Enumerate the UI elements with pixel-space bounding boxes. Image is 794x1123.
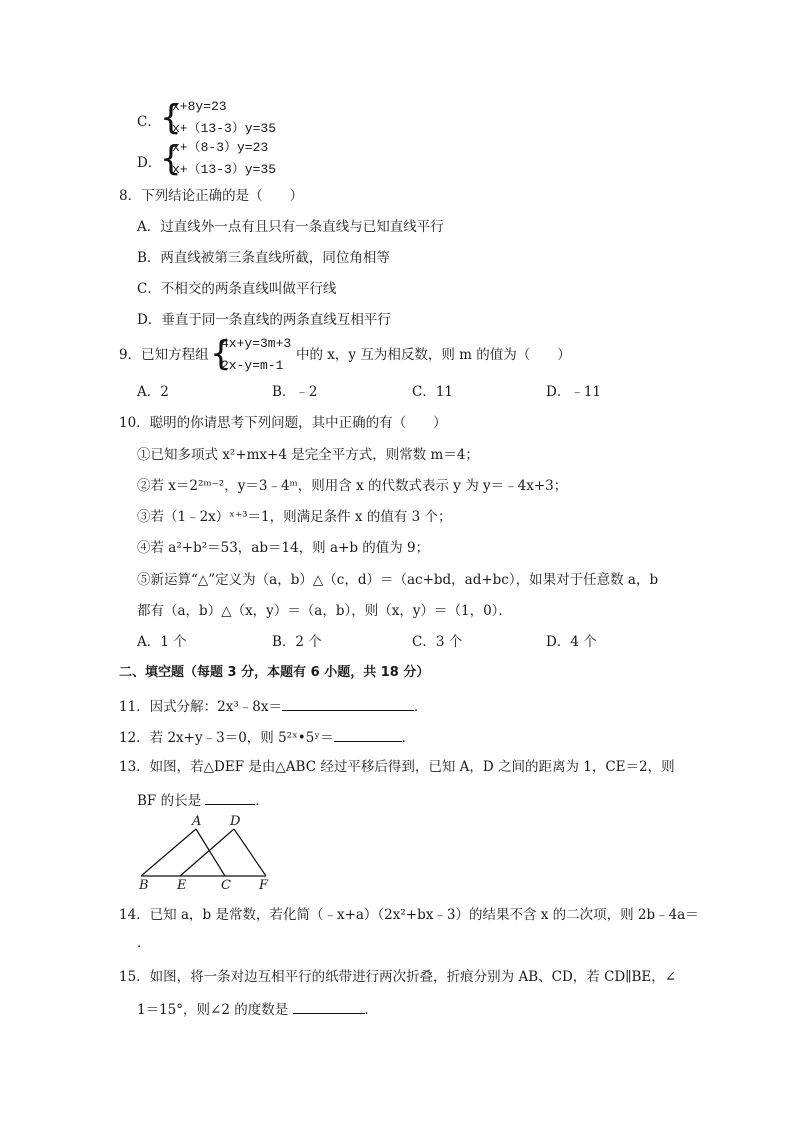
q15-line-2 [137,999,378,1019]
q7-option-d-eq2: x+（13-3）y=35 [172,162,277,177]
q9-stem-prefix: 9．已知方程组 [119,347,209,363]
q8-option-b: B．两直线被第三条直线所截，同位角相等 [137,250,390,266]
q13-label-c: C [221,878,231,893]
q13-label-f: F [259,878,269,893]
q15-answer-blank[interactable] [293,999,365,1014]
q13-segment-df [234,829,266,876]
q13-translation-figure [130,814,280,894]
q10-option-c: C．3 个 [412,634,463,650]
q10-statement-5a: ⑤新运算“△”定义为（a，b）△（c，d）＝（ac+bd，ad+bc），如果对于任意数 a，b [137,572,659,588]
q7-option-d-brace: { [160,139,182,179]
q14-line-1: 14．已知 a，b 是常数，若化简（﹣x+a）（2x²+bx﹣3）的结果不含 x 的二次项，则 2b﹣4a＝ [119,907,699,923]
q13-answer-blank[interactable] [205,790,255,805]
q9-option-a: A．2 [137,384,169,400]
q7-option-d-eq1: x+（8-3）y=23 [172,140,269,155]
q9-stem-suffix: 中的 x，y 互为相反数，则 m 的值为（ ） [296,347,571,363]
q10-stem: 10．聪明的你请思考下列问题，其中正确的有（ ） [119,415,447,431]
q10-statement-2: ②若 x＝2²ᵐ⁻²，y＝3﹣4ᵐ，则用含 x 的代数式表示 y 为 y＝﹣4x+3； [137,478,568,494]
q11-line [119,696,428,716]
q10-statement-4: ④若 a²+b²＝53，ab＝14，则 a+b 的值为 9； [137,540,430,556]
q10-statement-1: ①已知多项式 x²+mx+4 是完全平方式，则常数 m＝4； [137,447,479,463]
q12-end: ． [401,730,416,746]
q15-line-1: 15．如图，将一条对边互相平行的纸带进行两次折叠，折痕分别为 AB、CD，若 CD∥BE，∠ [119,969,677,985]
q9-eq2: 2x-y=m-1 [221,358,284,373]
q15-line-2-text: 1＝15°，则∠2 的度数是 [137,1002,293,1018]
q10-option-d: D．4 个 [546,634,597,650]
q14-line-2: ． [137,935,151,951]
q11-end: ． [414,699,428,715]
q7-option-c-brace: { [160,98,182,138]
q8-option-d: D．垂直于同一条直线的两条直线互相平行 [137,312,391,328]
q13-line-1: 13．如图，若△DEF 是由△ABC 经过平移后得到，已知 A，D 之间的距离为 1，CE＝2，则 [119,759,675,775]
q12-answer-blank[interactable] [334,727,402,742]
q9-brace: { [210,334,232,374]
q13-end: ． [255,793,269,809]
q10-option-b: B．2 个 [272,634,322,650]
q9-eq1: 4x+y=3m+3 [221,336,292,351]
q7-option-d-label: D． [137,155,162,171]
q11-answer-blank[interactable] [282,696,414,711]
q7-option-c-label: C． [137,114,161,130]
q13-line-2 [137,790,269,810]
q9-option-d: D．﹣11 [546,384,602,400]
q13-label-a: A [192,814,202,829]
q12-line [119,727,415,747]
q10-option-a: A．1 个 [137,634,187,650]
q9-option-b: B．﹣2 [272,384,318,400]
q13-label-d: D [230,814,241,829]
q10-statement-3: ③若（1﹣2x）ˣ⁺³＝1，则满足条件 x 的值有 3 个； [137,509,452,525]
q8-option-c: C．不相交的两条直线叫做平行线 [137,281,337,297]
q8-stem: 8．下列结论正确的是（ ） [119,188,304,204]
q11-stem: 11．因式分解：2x³﹣8x＝ [119,699,282,715]
q12-stem: 12．若 2x+y﹣3＝0，则 5²ˣ•5ʸ＝ [119,730,334,746]
q15-end: ． [364,1002,379,1018]
section-2-heading: 二、填空题（每题 3 分，本题有 6 小题，共 18 分） [119,665,430,680]
q10-statement-5b: 都有（a，b）△（x，y）＝（a，b），则（x，y）＝（1，0）． [137,603,512,619]
q7-option-c-eq1: x+8y=23 [172,99,227,114]
q13-line-2-text: BF 的长是 [137,793,206,809]
q13-label-b: B [139,878,149,893]
q7-option-c-eq2: x+（13-3）y=35 [172,121,277,136]
q8-option-a: A．过直线外一点有且只有一条直线与已知直线平行 [137,219,444,235]
q13-segment-ac [196,829,225,876]
q9-option-c: C．11 [412,384,454,400]
q13-label-e: E [177,878,187,893]
